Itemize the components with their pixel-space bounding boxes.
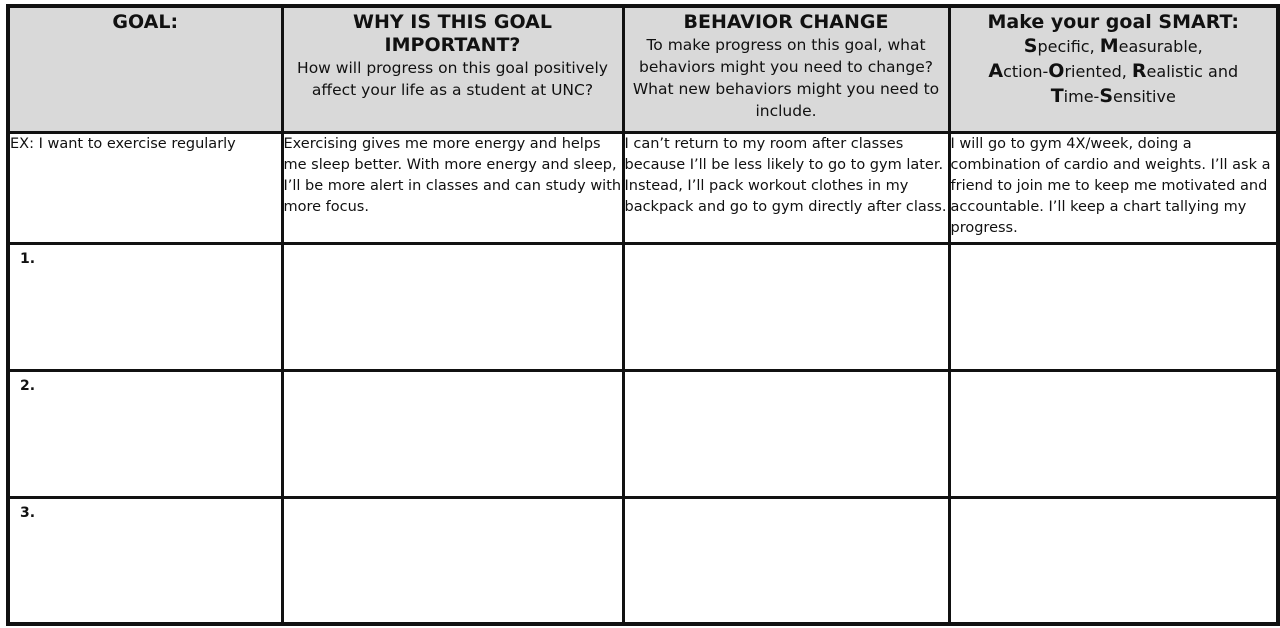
goal-2-label: 2.: [20, 377, 36, 394]
smart-word-action: ction-: [1003, 62, 1049, 81]
goal-row-2: [8, 370, 1278, 497]
header-smart-title: Make your goal SMART:: [987, 11, 1239, 33]
smart-letter-m: M: [1099, 35, 1119, 57]
smart-letter-s2: S: [1099, 85, 1113, 107]
example-behavior: I can’t return to my room after classes because I’ll be less likely to go to gym later. Instead, I’ll pack workout clothes in my backpack and go to gym directly after class.: [623, 132, 949, 243]
example-why: Exercising gives me more energy and helps me sleep better. With more energy and sleep, I’ll be more alert in classes and can study with more focus.: [282, 132, 623, 243]
header-goal: [8, 6, 282, 132]
header-behavior-subtitle: To make progress on this goal, what behaviors might you need to change? What new behaviors might you need to include.: [632, 36, 940, 120]
header-behavior-title: BEHAVIOR CHANGE: [683, 11, 889, 33]
goal-row-3: [8, 497, 1278, 624]
smart-goal-worksheet-table: [6, 4, 1280, 626]
smart-line-1: [951, 34, 1277, 59]
example-smart: I will go to gym 4X/week, doing a combination of cardio and weights. I’ll ask a friend to join me to keep me motivated and accountable. I’ll keep a chart tallying my progress.: [949, 132, 1278, 243]
goal-row-1: [8, 243, 1278, 370]
example-row: [8, 132, 1278, 243]
smart-word-specific: pecific,: [1037, 37, 1100, 56]
goal-3-why-cell[interactable]: [282, 497, 623, 624]
goal-2-smart-cell[interactable]: [949, 370, 1278, 497]
smart-word-oriented: riented,: [1064, 62, 1132, 81]
goal-1-label: 1.: [20, 250, 36, 267]
smart-word-realistic: ealistic and: [1146, 62, 1239, 81]
header-row: [8, 6, 1278, 132]
smart-letter-r: R: [1131, 60, 1147, 82]
goal-1-why-cell[interactable]: [282, 243, 623, 370]
goal-1-smart-cell[interactable]: [949, 243, 1278, 370]
header-smart: [949, 6, 1278, 132]
header-goal-title: GOAL:: [112, 11, 179, 33]
smart-word-time: ime-: [1063, 87, 1100, 106]
smart-letter-o: O: [1048, 60, 1065, 82]
smart-line-3: [951, 84, 1277, 109]
goal-3-cell[interactable]: [8, 497, 282, 624]
goal-2-cell[interactable]: [8, 370, 282, 497]
header-why: [282, 6, 623, 132]
header-why-subtitle: How will progress on this goal positively affect your life as a student at UNC?: [297, 59, 608, 99]
goal-2-why-cell[interactable]: [282, 370, 623, 497]
smart-line-2: [951, 59, 1277, 84]
goal-3-smart-cell[interactable]: [949, 497, 1278, 624]
smart-letter-a: A: [988, 60, 1004, 82]
smart-word-sensitive: ensitive: [1113, 87, 1176, 106]
goal-3-behavior-cell[interactable]: [623, 497, 949, 624]
example-goal: EX: I want to exercise regularly: [8, 132, 282, 243]
smart-letter-t: T: [1050, 85, 1064, 107]
goal-3-label: 3.: [20, 504, 36, 521]
smart-letter-s: S: [1023, 35, 1038, 57]
smart-word-measurable: easurable,: [1118, 37, 1203, 56]
goal-1-cell[interactable]: [8, 243, 282, 370]
header-why-title: WHY IS THIS GOAL IMPORTANT?: [353, 11, 552, 56]
header-behavior: [623, 6, 949, 132]
goal-1-behavior-cell[interactable]: [623, 243, 949, 370]
goal-2-behavior-cell[interactable]: [623, 370, 949, 497]
